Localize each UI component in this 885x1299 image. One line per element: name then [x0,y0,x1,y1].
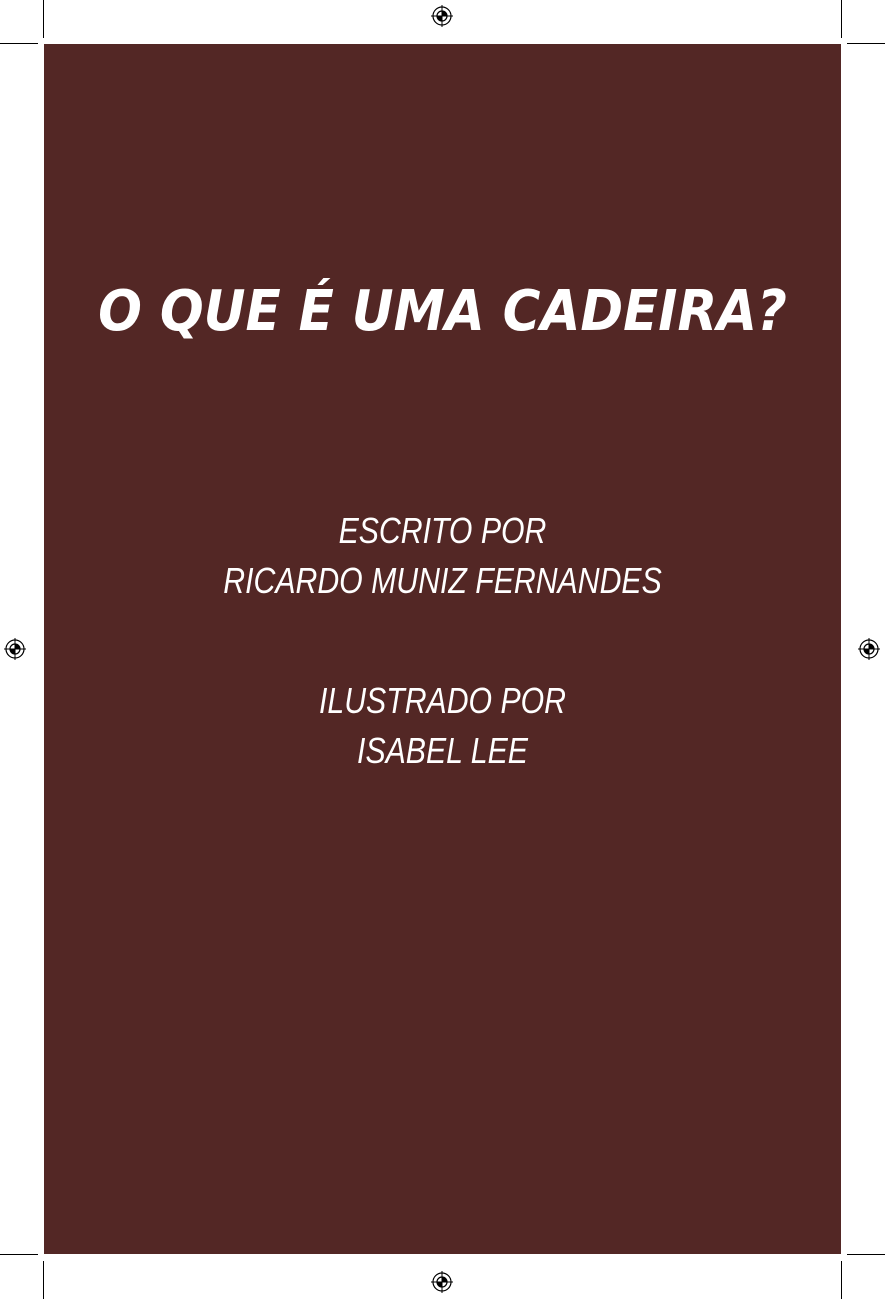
registration-mark-left-icon [4,638,26,660]
crop-mark-top-right-horizontal [847,43,885,44]
title-page-panel [44,44,841,1254]
registration-mark-bottom-icon [431,1271,453,1293]
crop-mark-bottom-left-horizontal [0,1254,38,1255]
crop-mark-top-left-vertical [43,0,44,38]
book-title: O QUE É UMA CADEIRA? [98,279,787,344]
crop-mark-top-left-horizontal [0,43,38,44]
author-credit [108,506,777,606]
registration-mark-top-icon [431,5,453,27]
crop-mark-bottom-right-vertical [841,1261,842,1299]
illustrator-name: ISABEL LEE [357,730,528,771]
written-by-label: ESCRITO POR [338,510,547,551]
illustrated-by-label: ILUSTRADO POR [318,680,566,721]
crop-mark-bottom-left-vertical [43,1261,44,1299]
crop-mark-bottom-right-horizontal [847,1254,885,1255]
registration-mark-right-icon [858,638,880,660]
illustrator-credit [108,676,777,776]
crop-mark-top-right-vertical [841,0,842,38]
author-name: RICARDO MUNIZ FERNANDES [223,560,662,601]
